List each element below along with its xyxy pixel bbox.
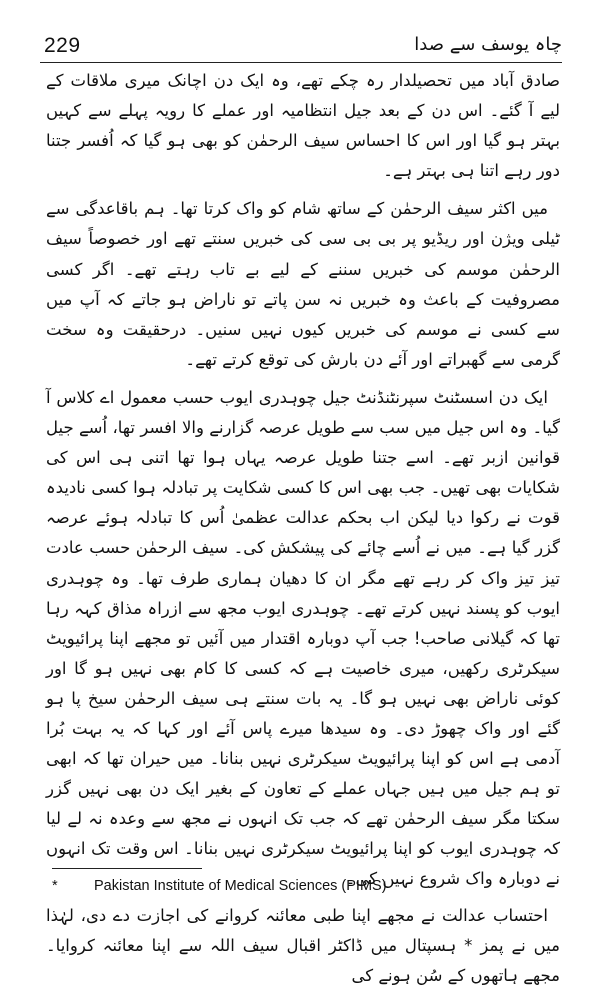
running-title: چاہ یوسف سے صدا xyxy=(414,34,562,55)
paragraph-2: میں اکثر سیف الرحمٰن کے ساتھ شام کو واک کرتا تھا۔ ہم باقاعدگی سے ٹیلی ویژن اور ریڈیو پر بی بی سی کی خبریں سنتے تھے اور خصوصاً سیف الرحمٰن موسم کی خبریں سننے کے لیے بے تاب رہتے تھے۔ اگر کسی مصروفیت کے باعث وہ خبریں نہ سن پاتے تو ناراض ہو جاتے کہ آپ میں سے کسی نے موسم کی خبریں کیوں نہیں سنیں۔ درحقیقت وہ سخت گرمی سے گھبراتے اور آئے دن بارش کی توقع کرتے تھے۔ xyxy=(46,199,560,369)
footnote-divider xyxy=(52,868,202,869)
paragraph-3: ایک دن اسسٹنٹ سپرنٹنڈنٹ جیل چوہدری ایوب حسب معمول اے کلاس آ گیا۔ وہ اس جیل میں سب سے طویل عرصہ گزارنے والا افسر تھا، اُسے جیل قوانین ازبر تھے۔ اسے جتنا طویل عرصہ یہاں ہوا تھا اتنی ہی اس کی شکایات بھی تھیں۔ جب بھی اس کا کسی شکایت پر تبادلہ ہوا کسی نادیدہ قوت نے رکوا دیا لیکن اب بحکم عدالت عظمیٰ اُس کا تبادلہ ہوئے عرصہ گزر گیا ہے۔ میں نے اُسے چائے کی پیشکش کی۔ سیف الرحمٰن حسب عادت تیز تیز واک کر رہے تھے مگر ان کا دھیان ہماری طرف تھا۔ وہ چوہدری ایوب کو پسند نہیں کرتے تھے۔ چوہدری ایوب مجھ سے ازراہ مذاق کہہ رہا تھا کہ گیلانی صاحب! جب آپ دوبارہ اقتدار میں آئیں تو مجھے اپنا پرائیویٹ سیکرٹری رکھیں، میری خاصیت ہے کہ کسی کا کام بھی نہیں ہو گا اور کوئی ناراض بھی نہیں ہو گا۔ یہ بات سنتے ہی سیف الرحمٰن سیخ پا ہو گئے اور واک چھوڑ دی۔ وہ سیدھا میرے پاس آئے اور کہا کہ یہ بہت بُرا آدمی ہے اس کو اپنا پرائیویٹ سیکرٹری نہیں بنانا۔ میں حیران تھا کہ ابھی تو ہم جیل میں ہیں جہاں عملے کے تعاون کے بغیر ایک دن بھی نہیں گزر سکتا مگر سیف الرحمٰن تھے کہ جب تک انہوں نے مجھ سے وعدہ نہ لے لیا کہ چوہدری ایوب کو اپنا پرائیویٹ سیکرٹری نہیں بنانا۔ اس وقت تک انہوں نے دوبارہ واک شروع نہیں کی۔ xyxy=(46,387,560,889)
paragraph-4: احتساب عدالت نے مجھے اپنا طبی معائنہ کروانے کی اجازت دے دی، لہٰذا میں نے پمز * ہسپتال میں ڈاکٹر اقبال سیف اللہ سے اپنا معائنہ کروایا۔ مجھے ہاتھوں کے سُن ہونے کی xyxy=(46,905,560,985)
footnote xyxy=(52,878,560,894)
page-header xyxy=(40,30,562,63)
footnote-text: Pakistan Institute of Medical Sciences (PIMS) xyxy=(94,878,387,894)
paragraph-1: صادق آباد میں تحصیلدار رہ چکے تھے، وہ ایک دن اچانک میری ملاقات کے لیے آ گئے۔ اس دن کے بعد جیل انتظامیہ اور عملے کا رویہ پہلے سے کہیں بہتر ہو گیا اور اس کا احساس سیف الرحمٰن کو بھی ہو گیا کہ اُفسر جتنا دور رہے اتنا ہی بہتر ہے۔ xyxy=(46,71,560,181)
footnote-mark: * xyxy=(52,878,58,894)
page-number: 229 xyxy=(44,34,81,57)
